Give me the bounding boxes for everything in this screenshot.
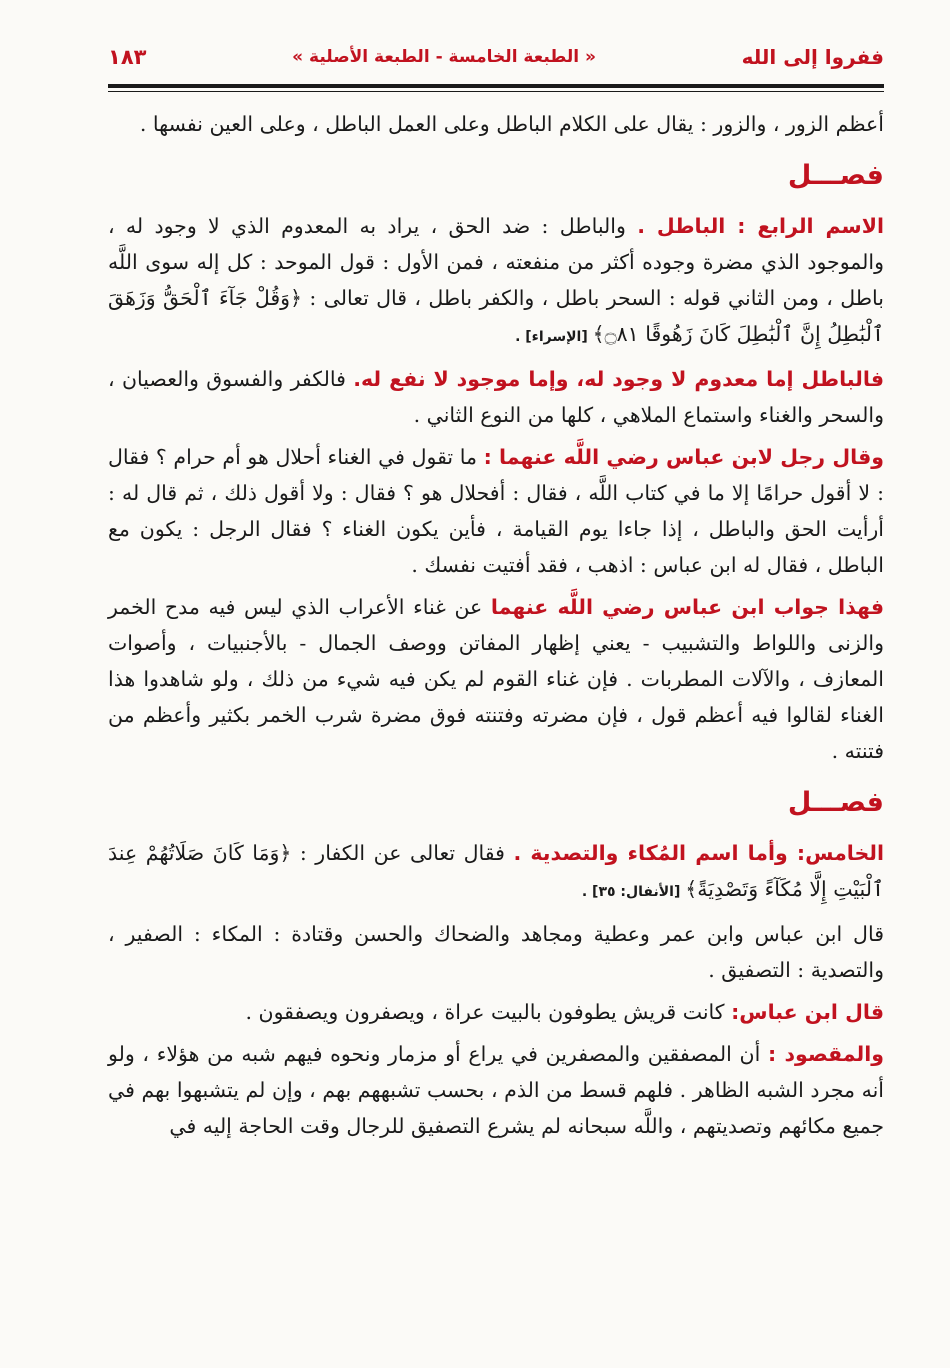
paragraph-lead: والمقصود : (767, 1042, 884, 1066)
paragraph (108, 439, 884, 583)
header-rule (108, 84, 884, 88)
section-heading: فصـــل (787, 160, 884, 191)
paragraph (108, 589, 884, 769)
paragraph-text: فقال تعالى عن الكفار : (291, 841, 514, 865)
paragraph: قال ابن عباس وابن عمر وعطية ومجاهد والضحاك والحسن وقتادة : المكاء : الصفير ، والتصدية : التصفيق . (108, 922, 884, 982)
edition-label: « الطبعة الخامسة - الطبعة الأصلية » (292, 47, 596, 67)
verse-reference: [الأنفال: ٣٥] . (581, 884, 686, 900)
paragraph: أعظم الزور ، والزور : يقال على الكلام الباطل وعلى العمل الباطل ، وعلى العين نفسها . (139, 112, 884, 136)
paragraph-text: ما تقول في الغناء أحلال هو أم حرام ؟ فقال : لا أقول حرامًا إلا ما في كتاب اللَّه ، فقال : أفحلال هو ؟ فقال : ولا أقول ذلك ، ثم قال له : أرأيت الحق والباطل ، إذا جاءا يوم القيامة ، فأين يكون الغناء ؟ فقال الرجل : يكون مع الباطل ، فقال له ابن عباس : اذهب ، فقد أفتيت نفسك . (108, 445, 884, 577)
paragraph (108, 208, 884, 355)
paragraph (108, 835, 884, 910)
section-heading: فصـــل (787, 787, 884, 818)
paragraph-lead: فالباطل إما معدوم لا وجود له، وإما موجود لا نفع له. (353, 367, 884, 391)
page-body (108, 106, 884, 1144)
paragraph-lead: الاسم الرابع : الباطل . (637, 214, 884, 238)
paragraph-lead: الخامس: وأما اسم المُكاء والتصدية . (513, 841, 884, 865)
paragraph-lead: فهذا جواب ابن عباس رضي اللَّه عنهما (490, 595, 884, 619)
paragraph-lead: وقال رجل لابن عباس رضي اللَّه عنهما : (483, 445, 884, 469)
paragraph-text: والباطل : ضد الحق ، يراد به المعدوم الذي لا وجود له ، والموجود الذي مضرة وجوده أكثر من منفعته ، فمن الأول : قول الموحد : كل إله سوى اللَّه باطل ، ومن الثاني قوله : السحر باطل ، والكفر باطل ، قال تعالى : (108, 214, 885, 310)
paragraph-text: فالكفر والفسوق والعصيان ، والسحر والغناء واستماع الملاهي ، كلها من النوع الثاني . (108, 367, 884, 427)
book-page (108, 40, 884, 1350)
paragraph-lead: قال ابن عباس: (731, 1000, 884, 1024)
header-rule-thin (108, 91, 884, 92)
verse-reference: [الإسراء] . (515, 329, 593, 345)
paragraph (108, 361, 884, 433)
paragraph-text: عن غناء الأعراب الذي ليس فيه مدح الخمر والزنى واللواط والتشبيب - يعني إظهار المفاتن ووصف الجمال - بالأجنبيات ، وأصوات المعازف ، والآلات المطربات . فإن غناء القوم لم يكن فيه شيء من ذلك ، ولو شاهدوا هذا الغناء لقالوا فيه أعظم قول ، فإن مضرته وفتنته فوق مضرة شرب الخمر بكثير وأعظم من فتنته . (108, 595, 884, 763)
paragraph-text: أن المصفقين والمصفرين في يراع أو مزمار ونحوه فيهم شبه من هؤلاء ، ولو أنه مجرد الشبه الظاهر . فلهم قسط من الذم ، بحسب تشبههم بهم ، وإن لم يتشبهوا بهم في جميع مكائهم وتصديتهم ، واللَّه سبحانه لم يشرع التصفيق للرجال وقت الحاجة إليه في (108, 1042, 884, 1138)
quran-verse: ﴿وَمَا كَانَ صَلَاتُهُمْ عِندَ ٱلْبَيْتِ إِلَّا مُكَآءً وَتَصْدِيَةً﴾ (108, 841, 884, 901)
paragraph (108, 1036, 884, 1144)
book-title: ففروا إلى الله (741, 45, 884, 69)
quran-verse: ﴿وَقُلْ جَآءَ ٱلْحَقُّ وَزَهَقَ ٱلْبَٰطِلُ إِنَّ ٱلْبَٰطِلَ كَانَ زَهُوقًا ۝٨١﴾ (108, 286, 884, 346)
paragraph (108, 994, 884, 1030)
paragraph-text: كانت قريش يطوفون بالبيت عراة ، ويصفرون ويصفقون . (245, 1000, 732, 1024)
page-header (108, 40, 884, 74)
page-number: ١٨٣ (108, 45, 147, 69)
